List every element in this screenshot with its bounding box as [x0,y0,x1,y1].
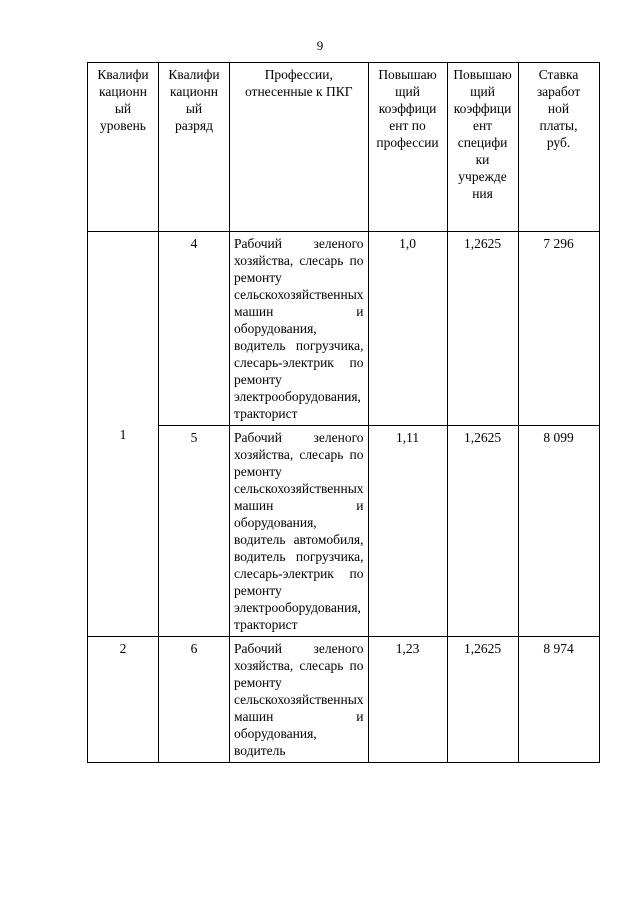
header-qualification-grade: Квалифи кационн ый разряд [159,63,230,232]
cell-grade: 6 [159,637,230,763]
cell-professions: Рабочий зеленого хозяйства, слесарь по ремонту сельскохозяйственных машин и оборудования, водитель автомобиля, водитель погрузчика, слесарь-электрик по ремонту электрооборудования, тракторист [230,426,369,637]
header-professions: Профессии, отнесенные к ПКГ [230,63,369,232]
table-header-row [88,63,600,232]
table-row [88,426,600,637]
cell-level: 1 [88,232,159,637]
cell-coef-institution: 1,2625 [447,637,518,763]
cell-level: 2 [88,637,159,763]
header-salary-rate: Ставка заработ ной платы, руб. [518,63,599,232]
cell-coef-profession: 1,0 [368,232,447,426]
header-qualification-level: Квалифи кационн ый уровень [88,63,159,232]
table-row [88,637,600,763]
header-coef-institution: Повышаю щий коэффици ент специфи ки учрежде ния [447,63,518,232]
cell-salary: 8 974 [518,637,599,763]
cell-salary: 8 099 [518,426,599,637]
cell-coef-institution: 1,2625 [447,426,518,637]
cell-professions: Рабочий зеленого хозяйства, слесарь по ремонту сельскохозяйственных машин и оборудования, водитель погрузчика, слесарь-электрик по ремонту электрооборудования, тракторист [230,232,369,426]
header-coef-profession: Повышаю щий коэффици ент по профессии [368,63,447,232]
table-row [88,232,600,426]
page-number: 9 [316,38,324,53]
salary-table [87,62,600,763]
cell-coef-profession: 1,23 [368,637,447,763]
cell-coef-profession: 1,11 [368,426,447,637]
cell-grade: 4 [159,232,230,426]
cell-salary: 7 296 [518,232,599,426]
cell-grade: 5 [159,426,230,637]
cell-coef-institution: 1,2625 [447,232,518,426]
cell-professions: Рабочий зеленого хозяйства, слесарь по ремонту сельскохозяйственных машин и оборудования, водитель [230,637,369,763]
